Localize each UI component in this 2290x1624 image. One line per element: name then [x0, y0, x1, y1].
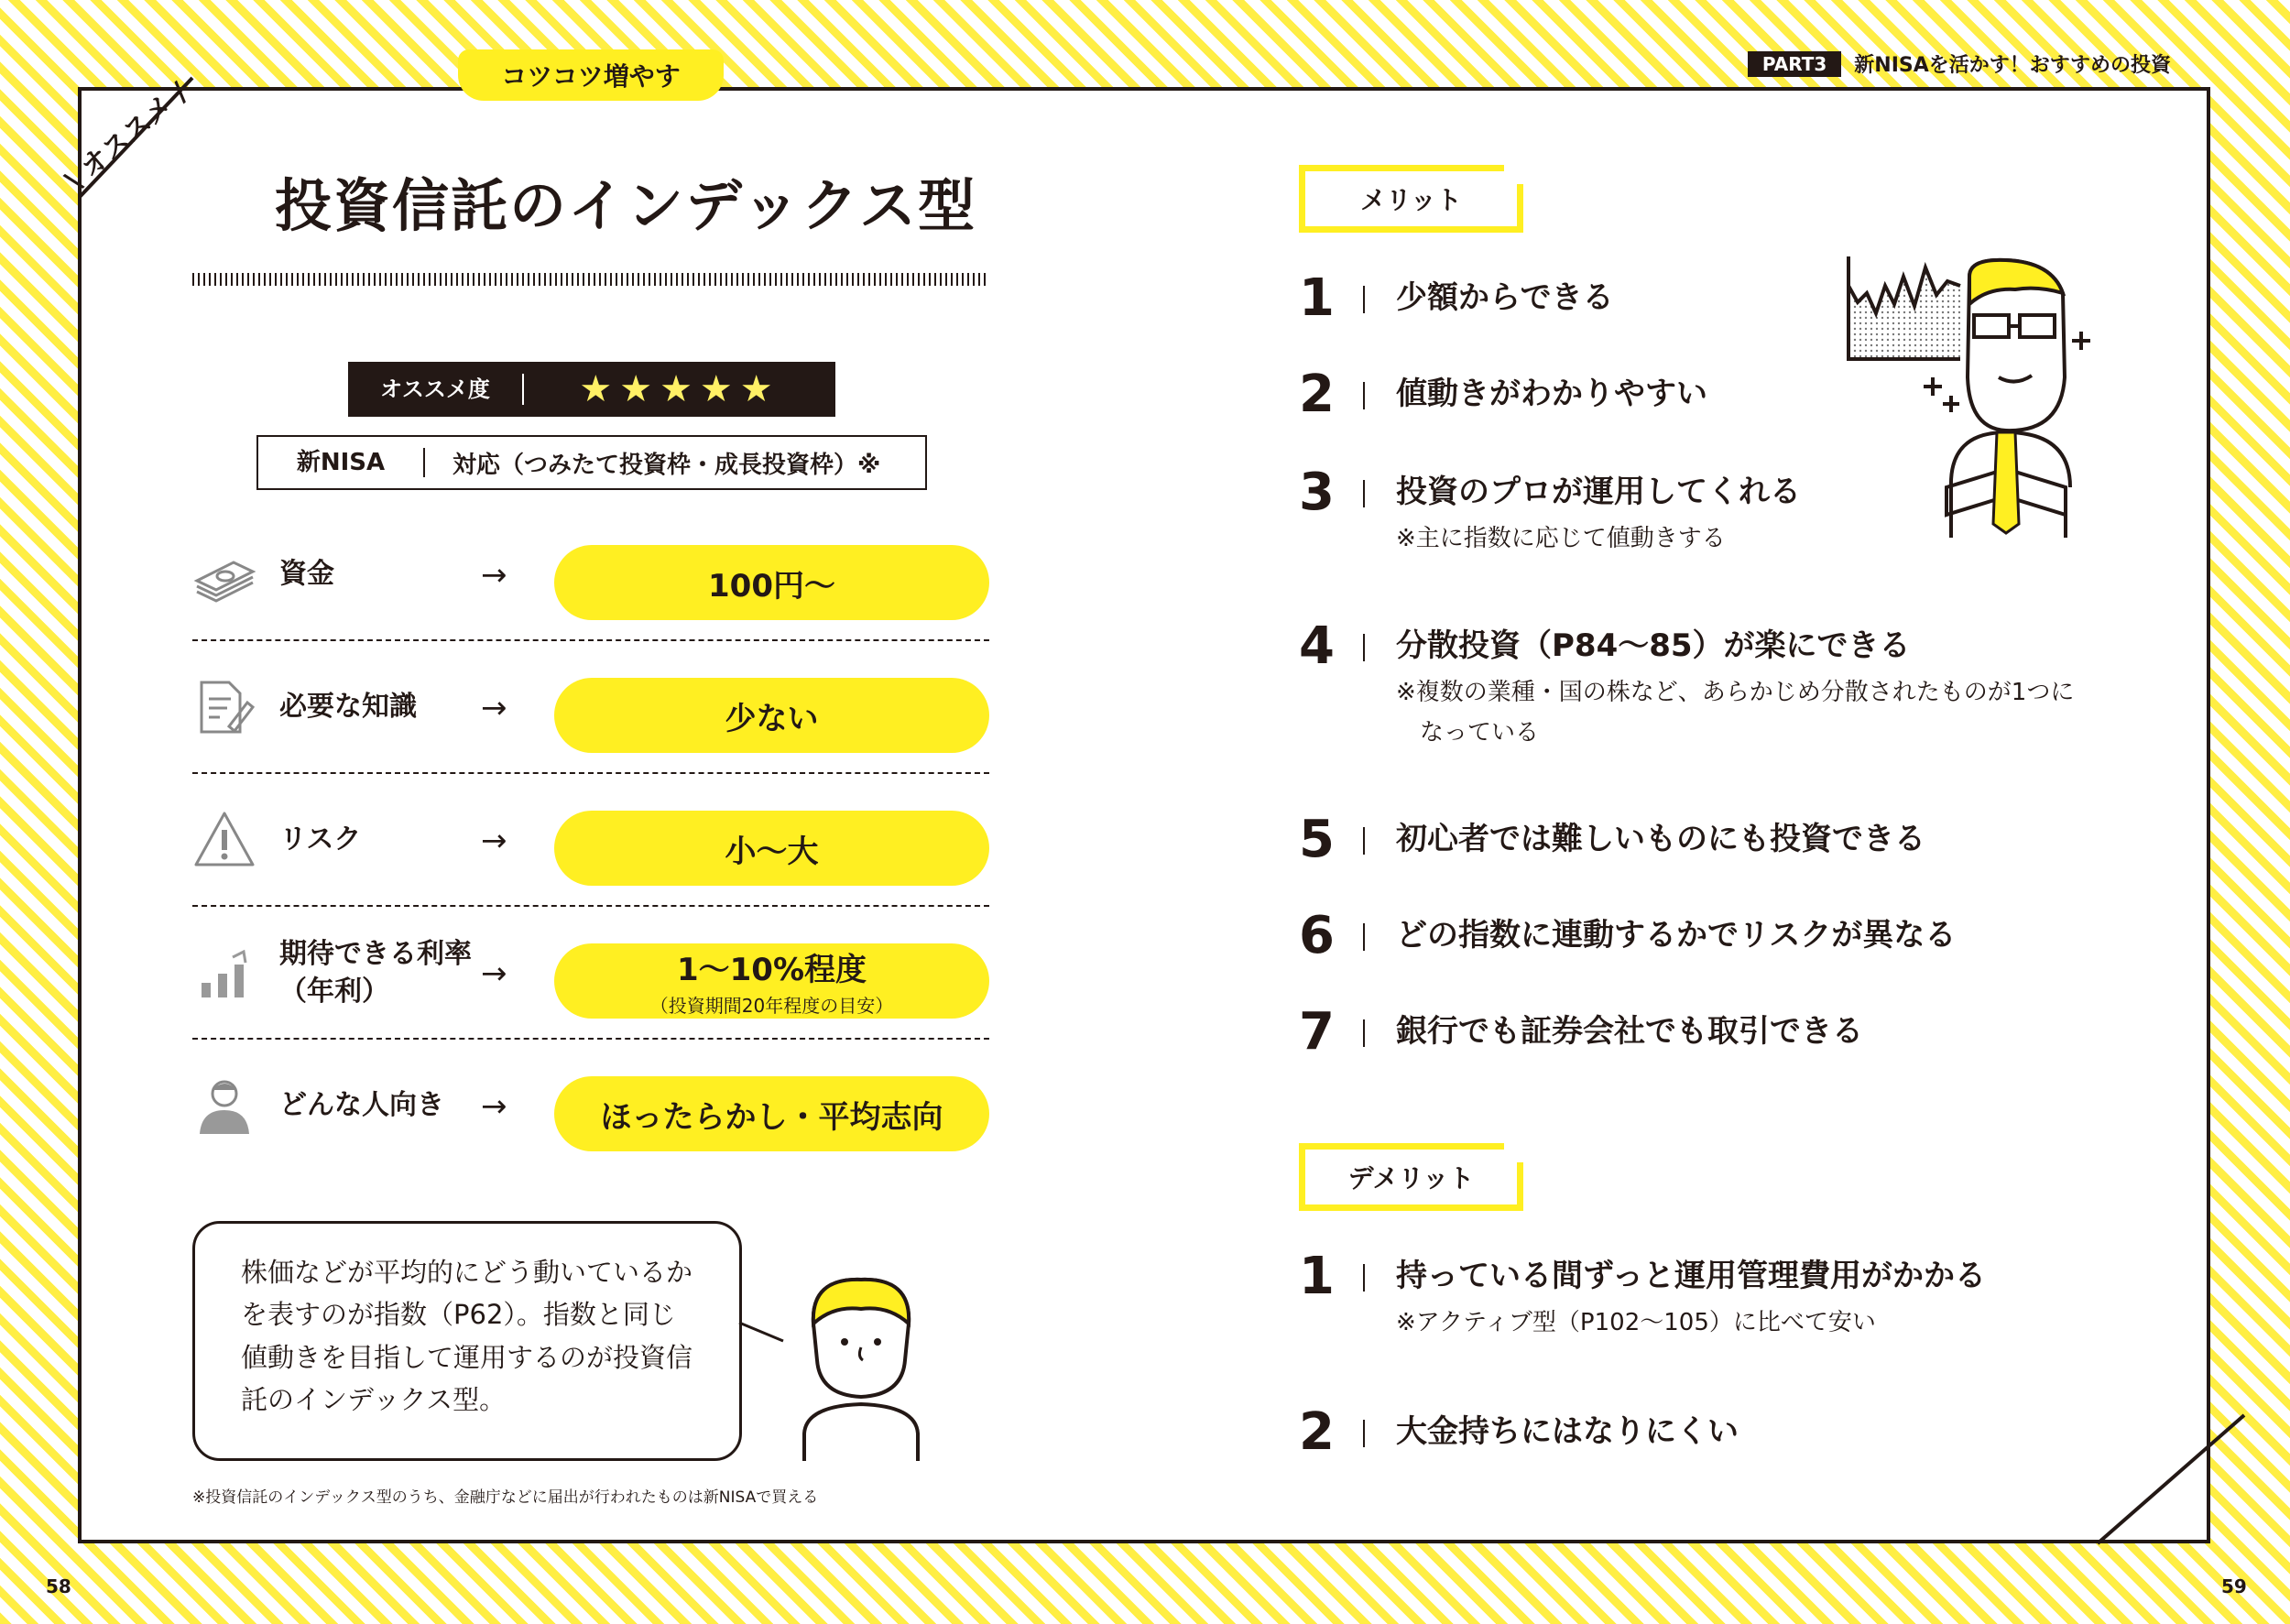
item-text: 初心者では難しいものにも投資できる: [1396, 821, 1925, 857]
item-number: 2: [1299, 1402, 1335, 1462]
value-text: 小～大: [725, 833, 819, 870]
item-divider: [1363, 480, 1365, 507]
row-knowledge: [192, 641, 989, 774]
value-pill: [554, 545, 989, 620]
merit-item-6: [1299, 906, 1957, 965]
row-label: リスク: [279, 823, 362, 856]
arrow-icon: →: [481, 822, 507, 859]
item-number: 1: [1299, 1247, 1335, 1306]
item-divider: [1363, 1420, 1365, 1447]
part-title: 新NISAを活かす！おすすめの投資: [1854, 54, 2171, 77]
row-label: 期待できる利率 （年利）: [279, 938, 472, 1008]
row-funds: [192, 508, 989, 641]
row-label: どんな人向き: [279, 1089, 444, 1122]
nisa-support-box: [256, 435, 927, 490]
item-text: 値動きがわかりやすい: [1396, 376, 1707, 412]
arrow-icon: →: [481, 556, 507, 594]
page-number-left: 58: [46, 1575, 71, 1597]
item-text: 投資のプロが運用してくれる: [1396, 474, 1801, 510]
demerit-item-2: [1299, 1402, 1739, 1462]
merit-item-3: [1299, 463, 1801, 559]
merit-item-7: [1299, 1002, 1863, 1062]
merit-tag: [1299, 165, 1523, 233]
row-return: [192, 907, 989, 1040]
item-number: 4: [1299, 616, 1335, 676]
item-note: ※主に指数に応じて値動きする: [1396, 524, 1726, 552]
recommend-rating: [348, 362, 835, 417]
money-icon: [192, 542, 256, 606]
value-pill: [554, 943, 989, 1019]
category-tag: コツコツ増やす: [458, 49, 724, 101]
demerit-label: デメリット: [1347, 1163, 1475, 1193]
item-text: 分散投資（P84～85）が楽にできる: [1396, 627, 1911, 664]
arrow-icon: →: [481, 954, 507, 992]
item-number: 6: [1299, 906, 1335, 965]
bubble-tail: [737, 1319, 792, 1346]
row-risk: [192, 774, 989, 907]
value-pill: [554, 678, 989, 753]
item-number: 5: [1299, 810, 1335, 869]
item-number: 2: [1299, 365, 1335, 424]
item-divider: [1363, 923, 1365, 951]
nisa-value: 対応（つみたて投資枠・成長投資枠）※: [453, 451, 881, 479]
item-text: どの指数に連動するかでリスクが異なる: [1396, 917, 1957, 954]
arrow-icon: →: [481, 1087, 507, 1125]
arrow-icon: →: [481, 689, 507, 726]
value-text: 1～10%程度: [676, 952, 867, 988]
value-subtext: （投資期間20年程度の目安）: [649, 995, 894, 1017]
page-number-right: 59: [2221, 1575, 2247, 1597]
title-rule: [192, 273, 989, 286]
item-note: ※アクティブ型（P102～105）に比べて安い: [1396, 1308, 1876, 1336]
recommend-corner-tag: \ オススメ /: [60, 76, 195, 197]
row-label: 資金: [279, 558, 334, 591]
value-text: ほったらかし・平均志向: [600, 1098, 943, 1136]
item-divider: [1363, 1019, 1365, 1047]
star-icons: ★★★★★: [579, 368, 780, 410]
item-note: ※複数の業種・国の株など、あらかじめ分散されたものが1つに なっている: [1396, 678, 2075, 747]
character-illustration: [797, 1269, 925, 1461]
warning-icon: [192, 808, 256, 872]
item-divider: [1363, 382, 1365, 409]
row-target: [192, 1040, 989, 1172]
document-pen-icon: [192, 675, 256, 739]
item-number: 3: [1299, 463, 1335, 522]
item-divider: [1363, 634, 1365, 661]
merit-item-5: [1299, 810, 1925, 869]
item-number: 7: [1299, 1002, 1335, 1062]
row-label: 必要な知識: [279, 691, 417, 724]
demerit-tag: [1299, 1143, 1523, 1211]
person-icon: [192, 1074, 256, 1138]
item-divider: [1363, 286, 1365, 313]
item-divider: [1363, 1264, 1365, 1292]
item-divider: [1363, 827, 1365, 855]
bar-chart-icon: [192, 941, 256, 1005]
value-text: 少ない: [725, 700, 819, 737]
investor-illustration: [1841, 249, 2107, 542]
value-pill: [554, 1076, 989, 1151]
merit-item-2: [1299, 365, 1707, 424]
part-header: [1748, 49, 2171, 78]
value-pill: [554, 811, 989, 886]
item-text: 持っている間ずっと運用管理費用がかかる: [1396, 1258, 1986, 1294]
recommend-label: オススメ度: [348, 374, 524, 405]
merit-label: メリット: [1360, 185, 1462, 215]
merit-item-1: [1299, 268, 1614, 328]
speech-bubble: 株価などが平均的にどう動いているかを表すのが指数（P62）。指数と同じ値動きを目指して運用するのが投資信託のインデックス型。: [192, 1221, 742, 1461]
merit-item-4: [1299, 616, 2075, 753]
item-text: 大金持ちにはなりにくい: [1396, 1413, 1739, 1450]
page-title: 投資信託のインデックス型: [275, 172, 977, 239]
part-label: PART3: [1748, 51, 1841, 77]
nisa-label: 新NISA: [258, 448, 425, 477]
item-text: 銀行でも証券会社でも取引できる: [1396, 1013, 1863, 1050]
demerit-item-1: [1299, 1247, 1986, 1343]
item-text: 少額からできる: [1396, 279, 1614, 316]
footnote: ※投資信託のインデックス型のうち、金融庁などに届出が行われたものは新NISAで買える: [192, 1488, 819, 1507]
item-number: 1: [1299, 268, 1335, 328]
value-text: 100円～: [708, 567, 835, 605]
